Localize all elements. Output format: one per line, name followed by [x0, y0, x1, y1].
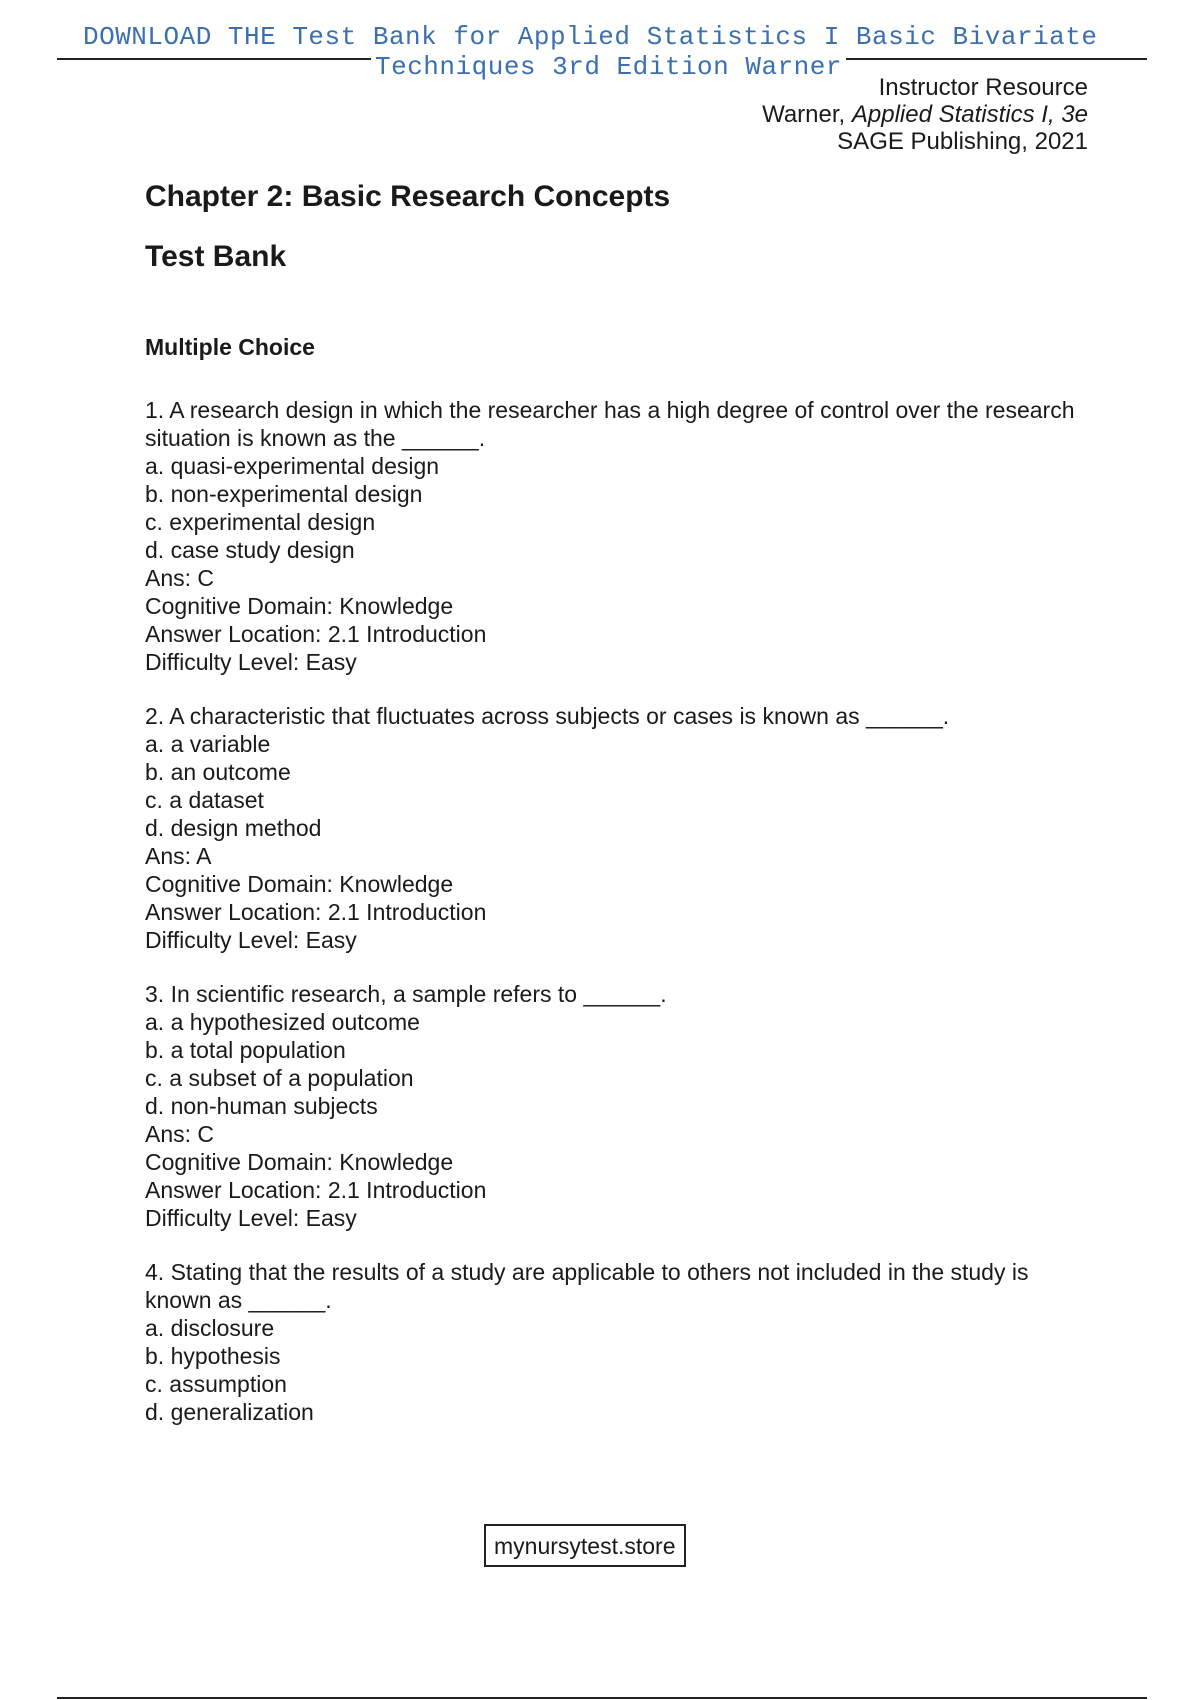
question-2	[145, 702, 1095, 954]
answer-option-a: a. a variable	[145, 731, 271, 757]
question-4	[145, 1258, 1095, 1426]
answer-location: Answer Location: 2.1 Introduction	[145, 621, 487, 647]
answer-location: Answer Location: 2.1 Introduction	[145, 1177, 487, 1203]
answer-option-c: c. assumption	[145, 1371, 287, 1397]
answer-option-d: d. generalization	[145, 1399, 314, 1425]
answer-key: Ans: A	[145, 843, 212, 869]
answer-option-a: a. quasi-experimental design	[145, 453, 440, 479]
answer-option-d: d. case study design	[145, 537, 355, 563]
question-stem: 2. A characteristic that fluctuates across subjects or cases is known as ______.	[145, 703, 950, 729]
answer-option-c: c. a dataset	[145, 787, 264, 813]
instructor-resource-label: Instructor Resource	[878, 74, 1088, 101]
cognitive-domain: Cognitive Domain: Knowledge	[145, 1149, 454, 1175]
download-banner	[57, 22, 1147, 82]
difficulty-level: Difficulty Level: Easy	[145, 649, 357, 675]
section-title-multiple-choice: Multiple Choice	[145, 334, 315, 360]
answer-option-c: c. experimental design	[145, 509, 376, 535]
publisher-line: SAGE Publishing, 2021	[837, 128, 1088, 155]
cognitive-domain: Cognitive Domain: Knowledge	[145, 871, 454, 897]
answer-option-b: b. non-experimental design	[145, 481, 423, 507]
answer-option-b: b. hypothesis	[145, 1343, 281, 1369]
answer-key: Ans: C	[145, 565, 215, 591]
answer-option-a: a. disclosure	[145, 1315, 275, 1341]
question-stem: 3. In scientific research, a sample refers to ______.	[145, 981, 667, 1007]
answer-option-d: d. non-human subjects	[145, 1093, 378, 1119]
banner-title-line-2: Techniques 3rd Edition Warner	[371, 52, 846, 82]
answer-option-a: a. a hypothesized outcome	[145, 1009, 420, 1035]
question-stem: 1. A research design in which the researcher has a high degree of control over the research situation is known as the ______.	[145, 397, 1075, 451]
banner-title-line-1: DOWNLOAD THE Test Bank for Applied Statistics I Basic Bivariate	[83, 22, 1098, 52]
difficulty-level: Difficulty Level: Easy	[145, 927, 357, 953]
answer-location: Answer Location: 2.1 Introduction	[145, 899, 487, 925]
question-list	[145, 396, 1095, 1452]
author-name: Warner,	[762, 101, 846, 128]
question-1	[145, 396, 1095, 676]
book-citation	[762, 101, 1088, 128]
watermark-box: mynursytest.store	[484, 1524, 686, 1567]
chapter-title: Chapter 2: Basic Research Concepts	[145, 180, 671, 213]
cognitive-domain: Cognitive Domain: Knowledge	[145, 593, 454, 619]
answer-option-b: b. an outcome	[145, 759, 291, 785]
page-bottom-divider	[57, 1697, 1147, 1699]
answer-option-c: c. a subset of a population	[145, 1065, 414, 1091]
difficulty-level: Difficulty Level: Easy	[145, 1205, 357, 1231]
instructor-resource-block	[762, 74, 1088, 155]
book-title: Applied Statistics I, 3e	[851, 101, 1088, 128]
question-3	[145, 980, 1095, 1232]
question-stem: 4. Stating that the results of a study are applicable to others not included in the study is known as ______.	[145, 1259, 1029, 1313]
test-bank-title: Test Bank	[145, 240, 287, 273]
answer-option-b: b. a total population	[145, 1037, 346, 1063]
answer-option-d: d. design method	[145, 815, 322, 841]
answer-key: Ans: C	[145, 1121, 215, 1147]
